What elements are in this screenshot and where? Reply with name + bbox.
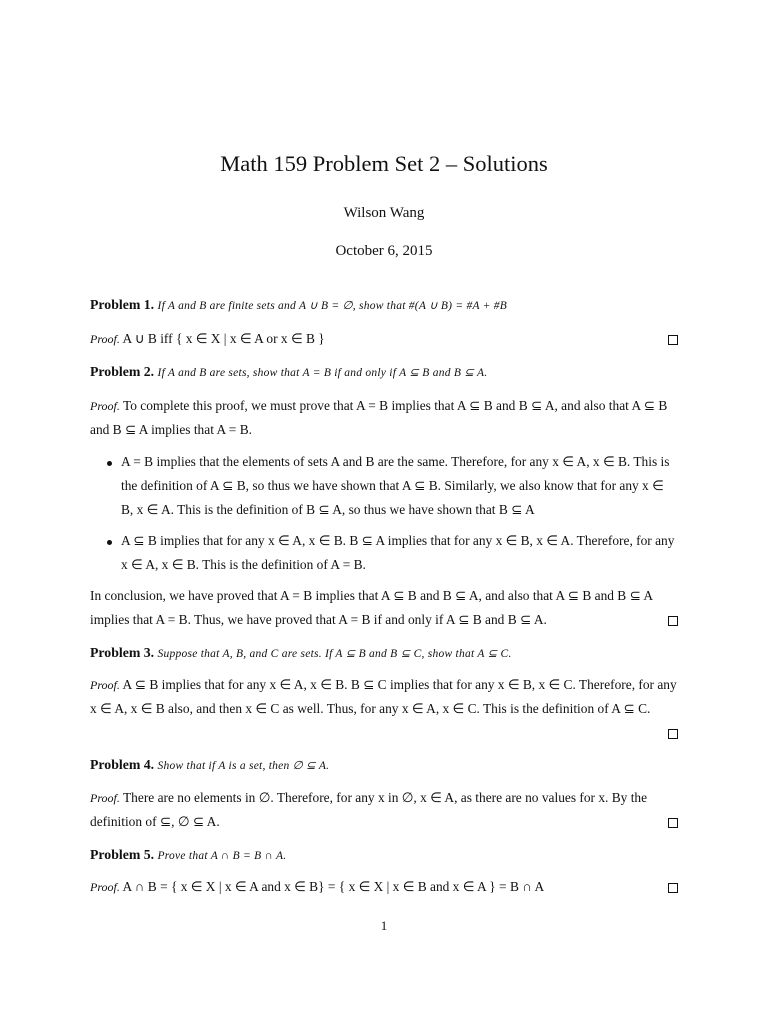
bullet-text: A = B implies that the elements of sets A and B are the same. Therefore, for any x ∈ A, x ∈ B. This is the definition of A ⊆ B, so thus we have shown that A ⊆ B. Similarly, we also know that for any x ∈ B, x ∈ A. This is the definition of B ⊆ A, so thus we have shown that B ⊆ A: [121, 454, 670, 517]
qed-square-icon: [668, 883, 678, 893]
list-item: [90, 529, 678, 577]
page-number: 1: [380, 918, 388, 933]
proof-label: Proof.: [90, 880, 120, 894]
problem-2-bullet-list-2: [90, 529, 678, 577]
bullet-text: A ⊆ B implies that for any x ∈ A, x ∈ B. B ⊆ A implies that for any x ∈ B, x ∈ A. Therefore, for any x ∈ A, x ∈ B. This is the definition of A = B.: [121, 533, 675, 572]
conclusion-text: In conclusion, we have proved that A = B implies that A ⊆ B and B ⊆ A, and also that A ⊆ B and B ⊆ A implies that A = B. Thus, we have proved that A = B if and only if A ⊆ B and B ⊆ A.: [90, 588, 653, 627]
problem-2-bullet-list: [90, 450, 678, 522]
document-date: October 6, 2015: [335, 243, 433, 259]
problem-3-proof: [90, 673, 678, 721]
proof-text: There are no elements in ∅. Therefore, for any x in ∅, x ∈ A, as there are no values for x. By the definition of ⊆, ∅ ⊆ A.: [90, 790, 648, 829]
bullet-icon: [107, 461, 112, 466]
problem-5-heading: [90, 843, 678, 868]
problem-2-heading: [90, 360, 678, 385]
proof-label: Proof.: [90, 332, 120, 346]
problem-4-proof: [90, 786, 678, 834]
bullet-icon: [107, 540, 112, 545]
problem-label: Problem 5.: [90, 847, 155, 862]
problem-3-heading: [90, 641, 678, 666]
proof-text: To complete this proof, we must prove that A = B implies that A ⊆ B and B ⊆ A, and also that A ⊆ B and B ⊆ A implies that A = B.: [90, 398, 668, 437]
problem-statement: If A and B are finite sets and A ∪ B = ∅, show that #(A ∪ B) = #A + #B: [157, 300, 508, 312]
proof-label: Proof.: [90, 399, 120, 413]
problem-statement: Suppose that A, B, and C are sets. If A ⊆ B and B ⊆ C, show that A ⊆ C.: [157, 648, 512, 660]
proof-text: A ⊆ B implies that for any x ∈ A, x ∈ B. B ⊆ C implies that for any x ∈ B, x ∈ C. Therefore, for any x ∈ A, x ∈ B also, and then x ∈ C as well. Thus, for any x ∈ A, x ∈ C. This is the definition of A ⊆ C.: [90, 677, 677, 716]
problem-4-heading: [90, 753, 678, 778]
problem-statement: Show that if A is a set, then ∅ ⊆ A.: [157, 760, 330, 772]
document-title: Math 159 Problem Set 2 – Solutions: [220, 151, 548, 176]
proof-label: Proof.: [90, 791, 120, 805]
document-author: Wilson Wang: [343, 205, 425, 221]
list-item: [90, 450, 678, 522]
problem-label: Problem 3.: [90, 645, 155, 660]
proof-label: Proof.: [90, 678, 120, 692]
problem-label: Problem 1.: [90, 297, 155, 312]
qed-square-icon: [668, 335, 678, 345]
problem-2-proof: [90, 394, 678, 442]
proof-text: A ∩ B = { x ∈ X | x ∈ A and x ∈ B} = { x ∈ X | x ∈ B and x ∈ A } = B ∩ A: [122, 879, 545, 894]
problem-2-conclusion: [90, 584, 678, 632]
problem-statement: Prove that A ∩ B = B ∩ A.: [157, 850, 287, 862]
problem-1-heading: [90, 293, 678, 318]
problem-label: Problem 2.: [90, 364, 155, 379]
problem-statement: If A and B are sets, show that A = B if and only if A ⊆ B and B ⊆ A.: [157, 367, 488, 379]
qed-square-icon: [668, 616, 678, 626]
problem-label: Problem 4.: [90, 757, 155, 772]
qed-square-icon: [668, 729, 678, 739]
problem-5-proof: [90, 875, 678, 899]
problem-1-proof: [90, 327, 678, 351]
proof-text: A ∪ B iff { x ∈ X | x ∈ A or x ∈ B }: [122, 331, 325, 346]
qed-square-icon: [668, 818, 678, 828]
